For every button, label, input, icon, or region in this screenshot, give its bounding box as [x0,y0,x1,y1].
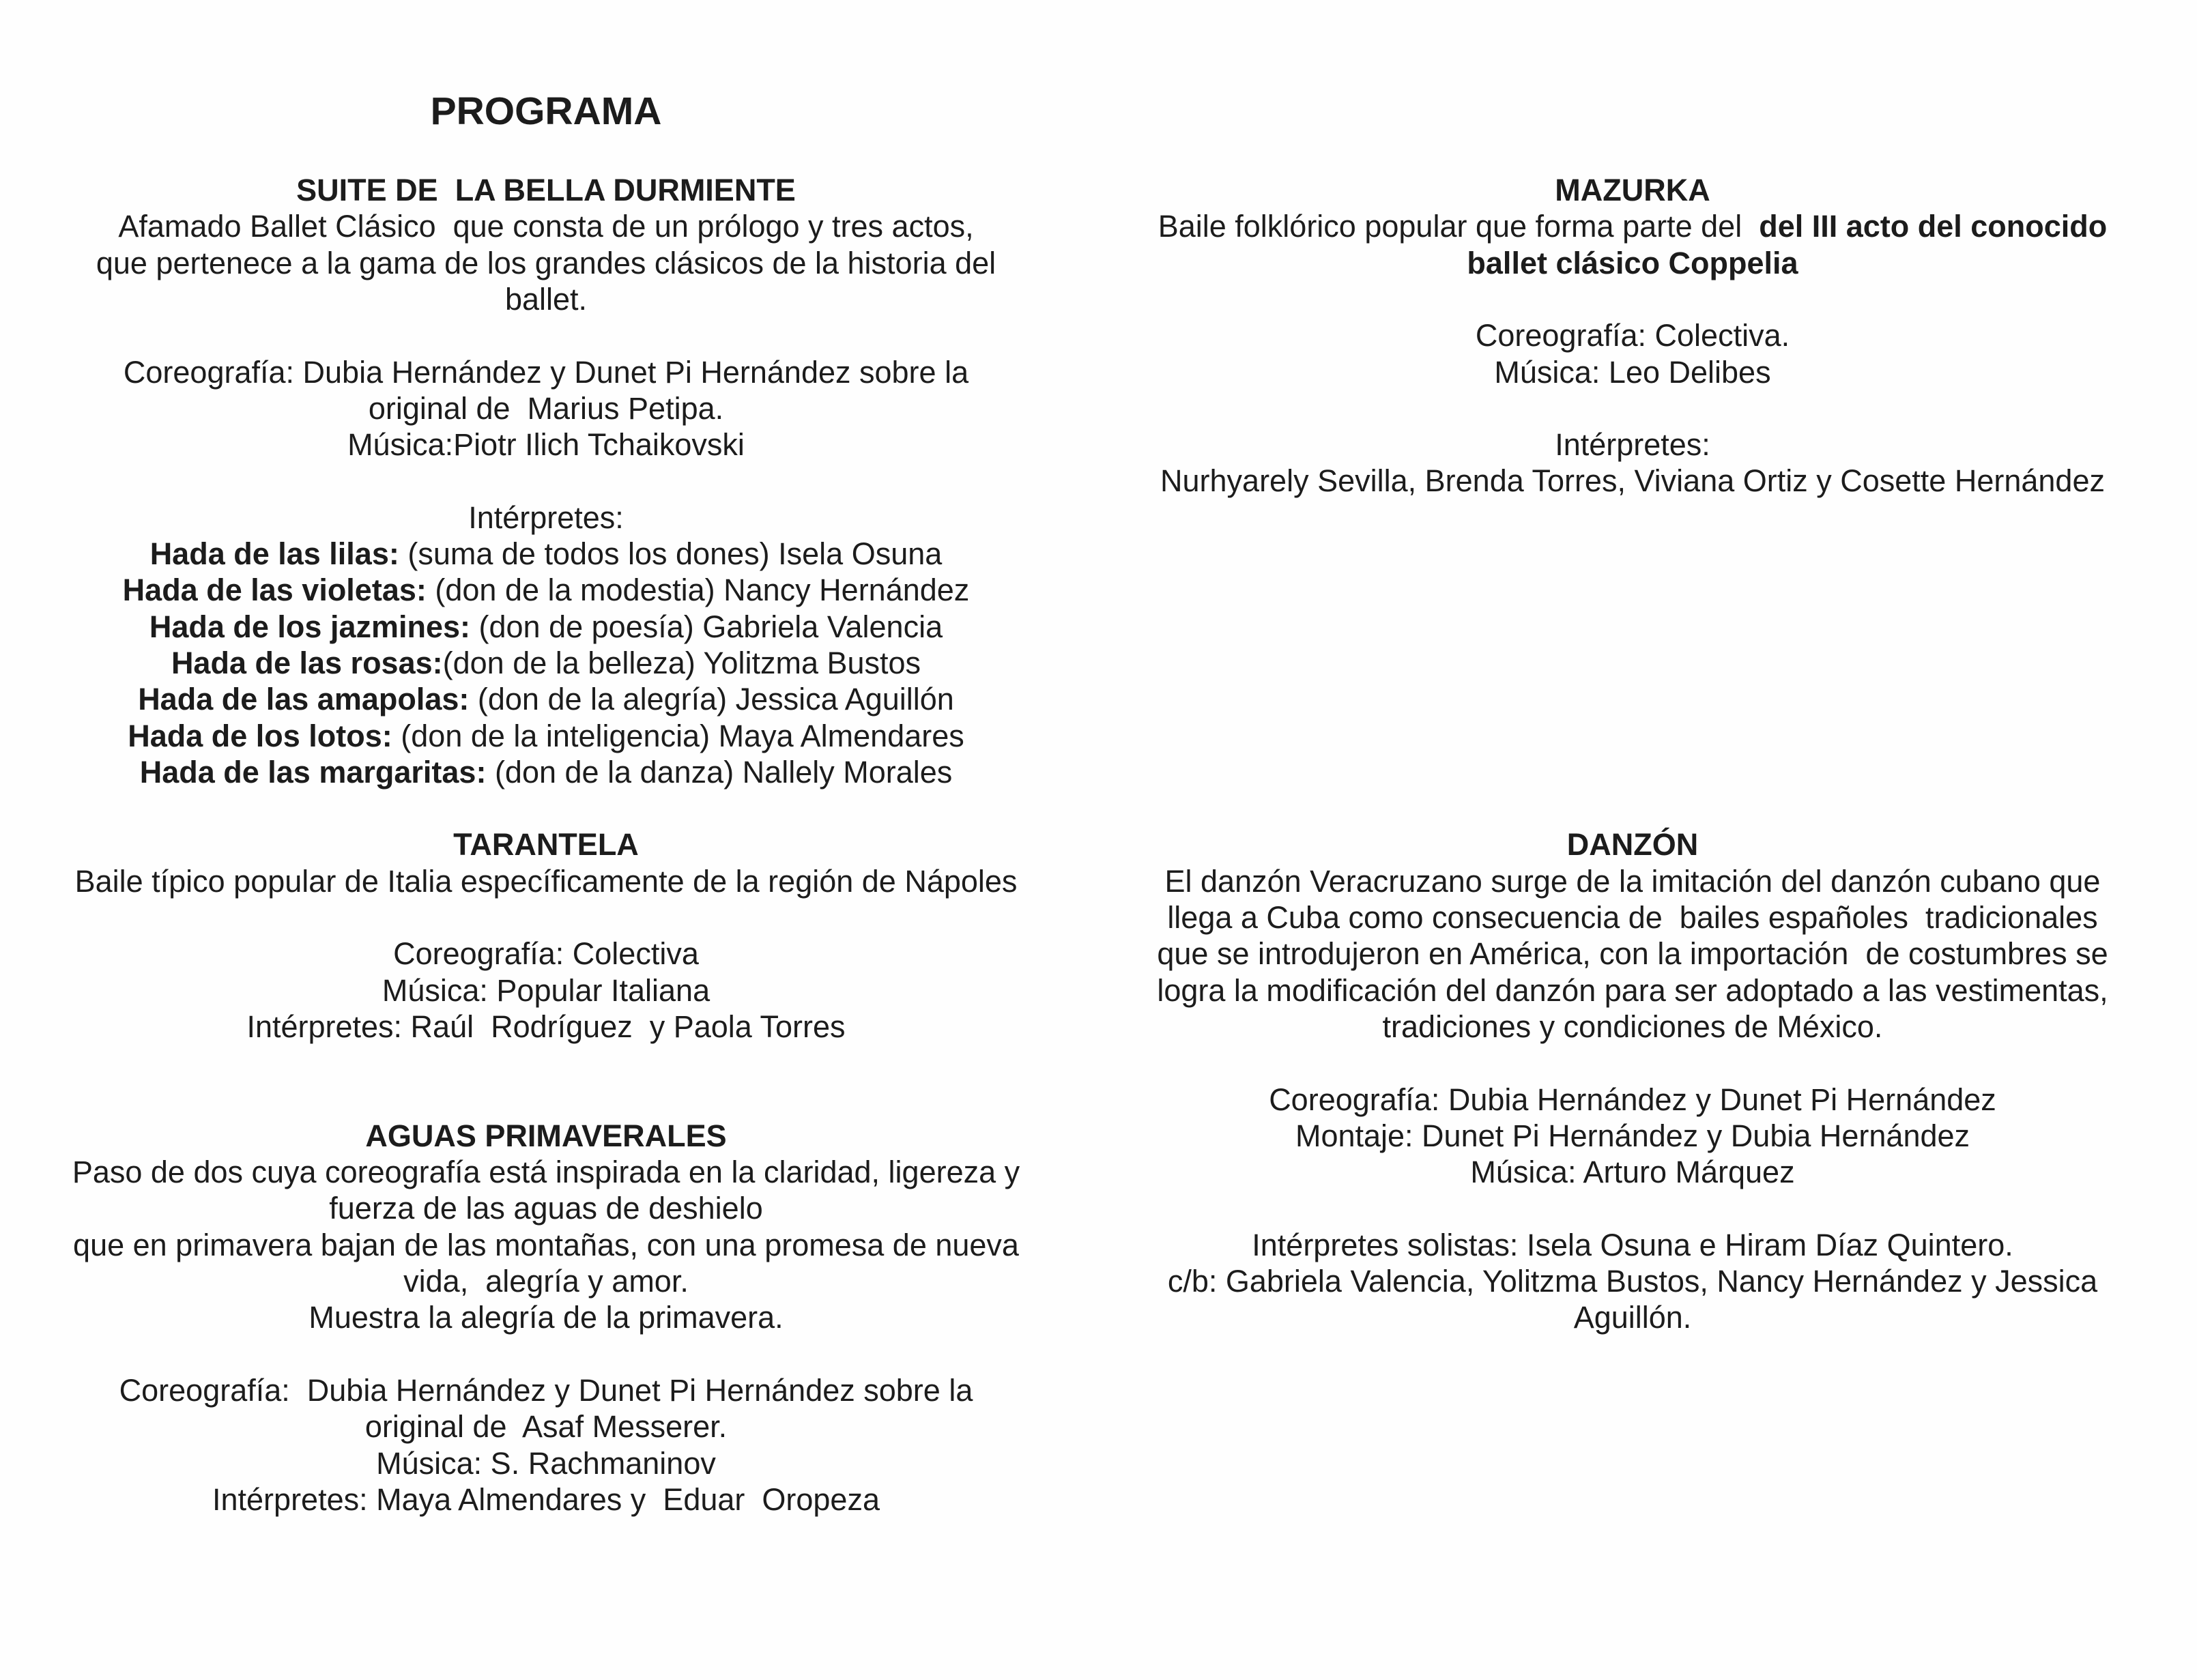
emphasized-text: del III acto del conocido [1759,209,2108,244]
section-credits-line [14,354,1078,390]
section-credits-line [1100,1154,2165,1190]
section-description-line [14,281,1078,317]
section-credits-line [14,1372,1078,1408]
text-segment: que en primavera bajan de las montañas, con una promesa de nueva [73,1227,1019,1262]
section-performers-line [14,572,1078,608]
emphasized-text: ballet clásico Coppelia [1467,245,1798,280]
text-segment: (don de la alegría) Jessica Aguillón [469,682,954,717]
section-performers-line [1100,426,2165,463]
text-segment: Música: Leo Delibes [1494,354,1771,390]
text-segment: tradiciones y condiciones de México. [1382,1009,1883,1044]
section-description-line [14,1263,1078,1299]
right-column [1100,0,2165,1680]
section-description-line [1100,245,2165,281]
section-description-line [1100,899,2165,936]
section-credits-line [1100,354,2165,390]
section-credits-line [1100,1118,2165,1154]
section-description-line [1100,1009,2165,1045]
text-segment: Coreografía: Dubia Hernández y Dunet Pi Hernández sobre la [119,1372,973,1408]
emphasized-text: Hada de las rosas: [171,645,443,680]
section-performers-line [14,609,1078,645]
section-heading: TARANTELA [453,827,639,863]
section-performers-line [14,681,1078,717]
text-segment: Paso de dos cuya coreografía está inspirada en la claridad, ligereza y [72,1155,1020,1190]
text-segment: original de Marius Petipa. [368,390,724,426]
emphasized-text: Hada de las margaritas: [139,754,487,790]
section-description-line [14,208,1078,244]
section-heading: SUITE DE LA BELLA DURMIENTE [296,173,796,207]
text-segment: Intérpretes: [1555,427,1710,463]
text-segment: Afamado Ballet Clásico que consta de un prólogo y tres actos, [118,209,974,244]
section-performers-line [14,536,1078,572]
section-description-line [14,1190,1078,1226]
section-performers-line [1100,1227,2165,1263]
section-heading: MAZURKA [1555,173,1710,207]
text-segment: (suma de todos los dones) Isela Osuna [399,536,943,571]
section-performers-line [1100,1299,2165,1335]
text-segment: que se introdujeron en América, con la importación de costumbres se [1157,936,2108,972]
text-segment: Coreografía: Colectiva [393,936,699,972]
section-credits-line [14,426,1078,463]
section-description-line [1100,936,2165,972]
emphasized-text: Hada de las violetas: [122,573,427,608]
text-segment: Intérpretes: Maya Almendares y Eduar Oropeza [212,1481,880,1517]
text-segment: El danzón Veracruzano surge de la imitación del danzón cubano que [1164,863,2101,899]
text-segment: Baile típico popular de Italia específicamente de la región de Nápoles [74,863,1018,899]
text-segment: (don de la belleza) Yolitzma Bustos [442,645,921,680]
text-segment: Intérpretes: Raúl Rodríguez y Paola Torres [246,1009,846,1044]
text-segment: Música: S. Rachmaninov [376,1445,716,1481]
text-segment: fuerza de las aguas de deshielo [329,1191,763,1226]
section-credits-line [1100,317,2165,353]
section-description-line [14,1154,1078,1190]
text-segment: Coreografía: Dubia Hernández y Dunet Pi Hernández sobre la [123,354,969,390]
text-segment: (don de poesía) Gabriela Valencia [470,609,943,644]
text-segment: c/b: Gabriela Valencia, Yolitzma Bustos, Nancy Hernández y Jessica [1167,1264,2098,1299]
text-segment: vida, alegría y amor. [403,1264,689,1299]
text-segment: Música: Popular Italiana [382,972,710,1008]
text-segment: Coreografía: Colectiva. [1475,318,1790,353]
section-credits-line [14,1445,1078,1481]
text-segment: Coreografía: Dubia Hernández y Dunet Pi Hernández [1269,1082,1996,1117]
section-performers-line [1100,463,2165,499]
section-description-line [1100,863,2165,899]
emphasized-text: Hada de los jazmines: [149,609,471,644]
section-performers-line [1100,1263,2165,1299]
left-column [14,0,1078,1680]
section-credits-line [14,1481,1078,1518]
section-heading: AGUAS PRIMAVERALES [365,1118,727,1153]
section-performers-line [14,718,1078,754]
section-description-line [14,863,1078,899]
section-performers-line [14,499,1078,536]
section-description-line [1100,972,2165,1009]
text-segment: logra la modificación del danzón para ser adoptado a las vestimentas, [1157,972,2108,1008]
text-segment: Música:Piotr Ilich Tchaikovski [347,427,745,463]
text-segment: Aguillón. [1573,1300,1692,1335]
section-credits-line [14,972,1078,1009]
section-description-line [14,1299,1078,1335]
program-title: PROGRAMA [430,89,662,133]
emphasized-text: Hada de las amapolas: [138,682,470,717]
section-performers-line [14,645,1078,681]
section-credits-line [1100,1082,2165,1118]
emphasized-text: Hada de los lotos: [128,718,392,753]
text-segment: (don de la danza) Nallely Morales [486,754,953,790]
text-segment: Montaje: Dunet Pi Hernández y Dubia Hernández [1295,1118,1970,1153]
section-credits-line [14,936,1078,972]
text-segment: Intérpretes: [468,499,624,535]
text-segment: original de Asaf Messerer. [364,1409,728,1445]
text-segment: Muestra la alegría de la primavera. [308,1300,784,1335]
text-segment: (don de la inteligencia) Maya Almendares [392,718,964,753]
text-segment: Música: Arturo Márquez [1470,1155,1795,1190]
section-heading: DANZÓN [1566,827,1699,863]
emphasized-text: Hada de las lilas: [149,536,399,571]
section-performers-line [14,754,1078,790]
section-description-line [1100,208,2165,244]
text-segment: ballet. [504,281,588,317]
section-credits-line [14,1408,1078,1445]
text-segment: que pertenece a la gama de los grandes clásicos de la historia del [96,245,996,280]
section-description-line [14,245,1078,281]
text-segment: Nurhyarely Sevilla, Brenda Torres, Viviana Ortiz y Cosette Hernández [1160,463,2105,499]
section-credits-line [14,1009,1078,1045]
text-segment: (don de la modestia) Nancy Hernández [426,573,970,608]
section-credits-line [14,390,1078,426]
text-segment: Baile folklórico popular que forma parte del [1158,209,1760,244]
text-segment: Intérpretes solistas: Isela Osuna e Hiram Díaz Quintero. [1252,1227,2013,1262]
text-segment: llega a Cuba como consecuencia de bailes españoles tradicionales [1167,900,2098,935]
section-description-line [14,1227,1078,1263]
